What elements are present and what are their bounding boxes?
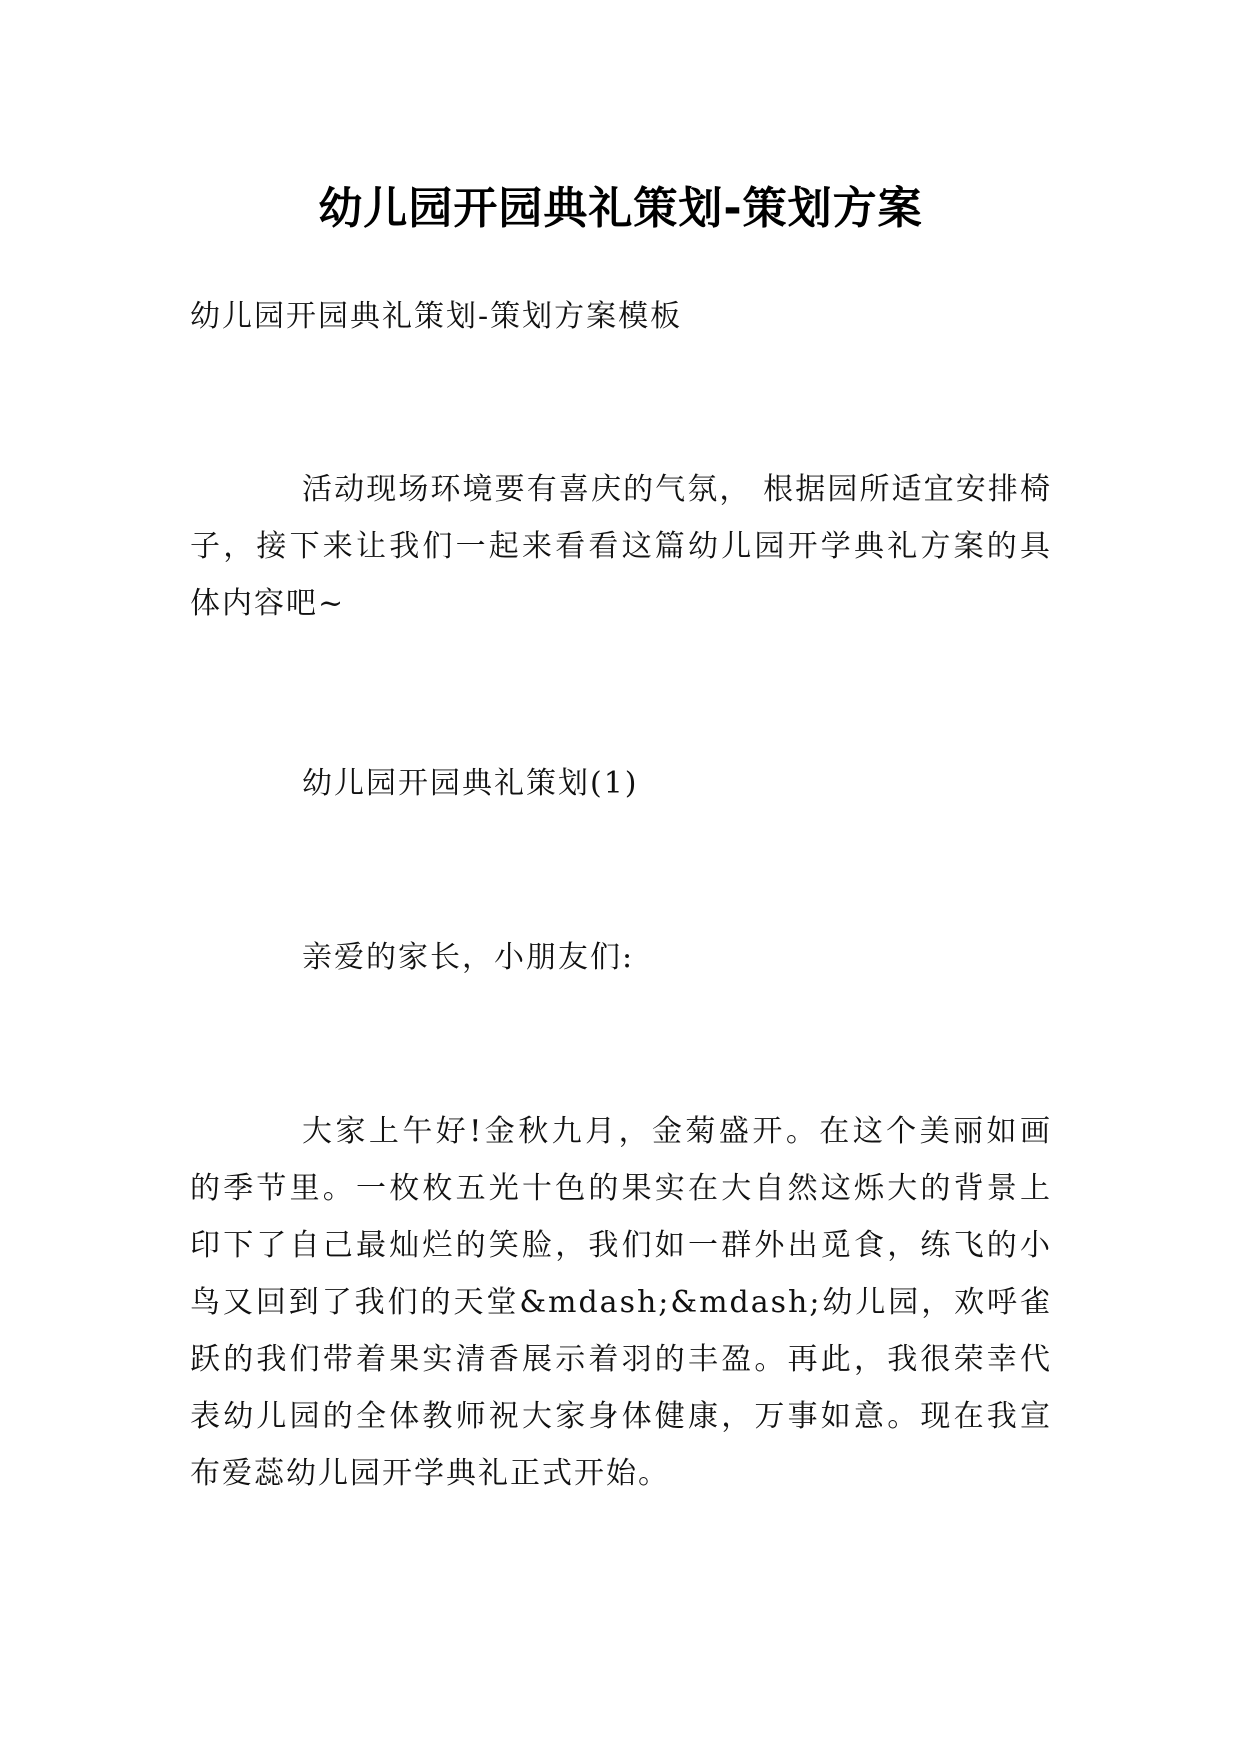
document-title: 幼儿园开园典礼策划-策划方案 — [318, 183, 923, 235]
intro-paragraph: 活动现场环境要有喜庆的气氛， 根据园所适宜安排椅子，接下来让我们一起来看看这篇幼儿园开学典礼方案的具体内容吧~ — [190, 472, 1052, 621]
section-heading: 幼儿园开园典礼策划(1) — [302, 766, 639, 801]
greeting-paragraph: 亲爱的家长，小朋友们: — [302, 940, 635, 975]
document-subtitle: 幼儿园开园典礼策划-策划方案模板 — [190, 299, 683, 334]
speech-paragraph: 大家上午好!金秋九月，金菊盛开。在这个美丽如画的季节里。一枚枚五光十色的果实在大自然这烁大的背景上印下了自己最灿烂的笑脸，我们如一群外出觅食，练飞的小鸟又回到了我们的天堂&mdash;&mdash;幼儿园，欢呼雀跃的我们带着果实清香展示着羽的丰盈。再此，我很荣幸代表幼儿园的全体教师祝大家身体健康，万事如意。现在我宣布爱蕊幼儿园开学典礼正式开始。 — [190, 1114, 1052, 1491]
